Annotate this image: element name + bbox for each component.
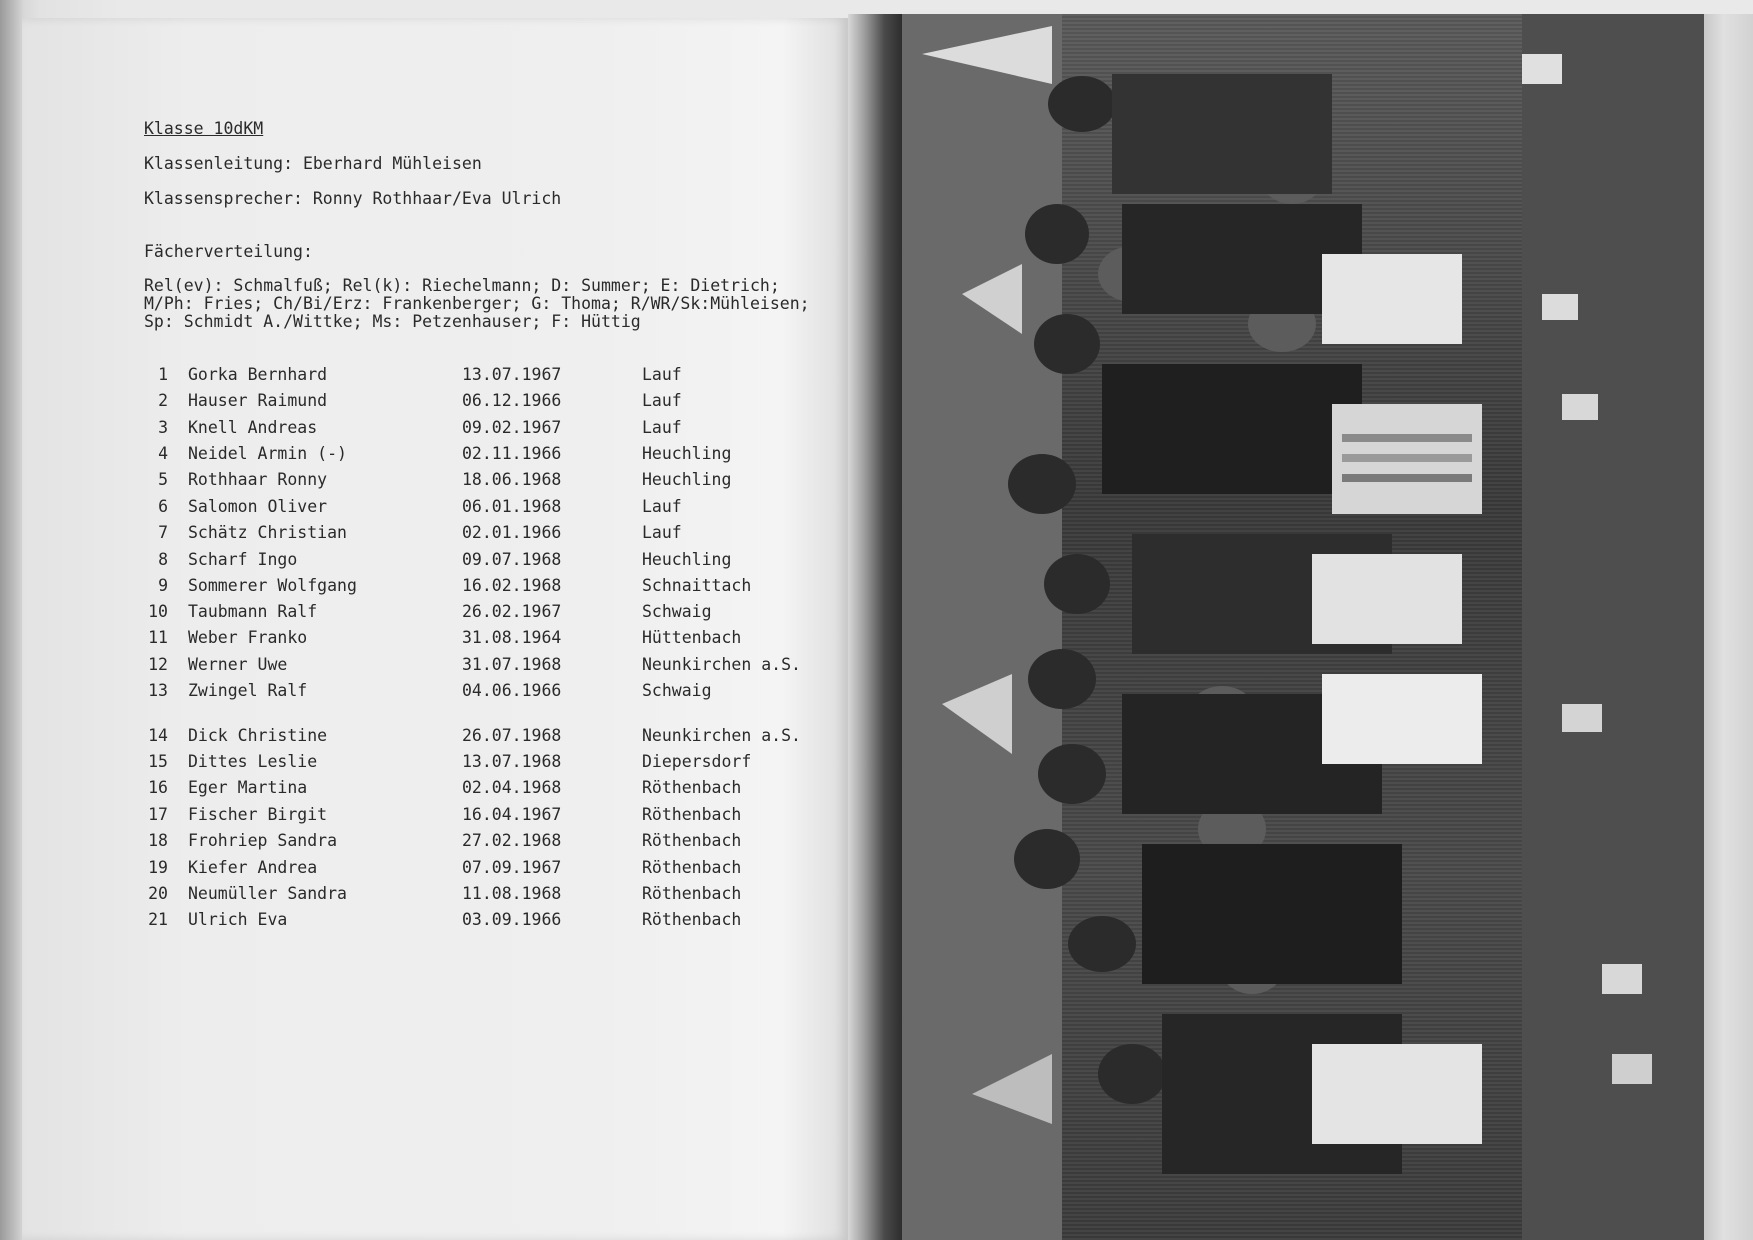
subject-line: Sp: Schmidt A./Wittke; Ms: Petzenhauser; F: Hüttig <box>144 312 641 331</box>
student-birthdate: 27.02.1968 <box>462 831 562 850</box>
student-number: 4 <box>158 444 168 463</box>
student-birthdate: 09.07.1968 <box>462 550 562 569</box>
student-number: 18 <box>148 831 168 850</box>
left-page <box>22 18 848 1240</box>
student-row <box>22 418 848 444</box>
student-hometown: Schwaig <box>642 602 712 621</box>
student-row <box>22 910 848 936</box>
class-title: Klasse 10dKM <box>144 119 264 138</box>
student-birthdate: 11.08.1968 <box>462 884 562 903</box>
student-birthdate: 26.07.1968 <box>462 726 562 745</box>
student-name: Ulrich Eva <box>188 910 288 929</box>
student-number: 7 <box>158 523 168 542</box>
student-birthdate: 07.09.1967 <box>462 858 562 877</box>
student-number: 6 <box>158 497 168 516</box>
student-row <box>22 884 848 910</box>
student-name: Weber Franko <box>188 628 308 647</box>
student-name: Taubmann Ralf <box>188 602 318 621</box>
student-hometown: Neunkirchen a.S. <box>642 726 801 745</box>
student-birthdate: 03.09.1966 <box>462 910 562 929</box>
subject-line: Rel(ev): Schmalfuß; Rel(k): Riechelmann; D: Summer; E: Dietrich; <box>144 276 780 295</box>
class-photo <box>902 14 1704 1240</box>
subject-line: M/Ph: Fries; Ch/Bi/Erz: Frankenberger; G: Thoma; R/WR/Sk:Mühleisen; <box>144 294 810 313</box>
student-hometown: Schnaittach <box>642 576 752 595</box>
student-name: Salomon Oliver <box>188 497 328 516</box>
class-photo-illustration <box>902 14 1704 1240</box>
student-row <box>22 391 848 417</box>
student-hometown: Neunkirchen a.S. <box>642 655 801 674</box>
student-name: Scharf Ingo <box>188 550 298 569</box>
student-row <box>22 523 848 549</box>
student-row <box>22 778 848 804</box>
student-row <box>22 858 848 884</box>
student-row <box>22 655 848 681</box>
student-number: 14 <box>148 726 168 745</box>
student-number: 17 <box>148 805 168 824</box>
student-row <box>22 576 848 602</box>
student-row <box>22 628 848 654</box>
page-edge <box>1704 14 1753 1240</box>
student-name: Rothhaar Ronny <box>188 470 328 489</box>
student-row <box>22 805 848 831</box>
student-number: 10 <box>148 602 168 621</box>
student-hometown: Röthenbach <box>642 884 742 903</box>
student-hometown: Schwaig <box>642 681 712 700</box>
student-row <box>22 752 848 778</box>
student-hometown: Diepersdorf <box>642 752 752 771</box>
class-speakers: Klassensprecher: Ronny Rothhaar/Eva Ulrich <box>144 189 562 208</box>
student-birthdate: 26.02.1967 <box>462 602 562 621</box>
student-row <box>22 602 848 628</box>
student-birthdate: 13.07.1967 <box>462 365 562 384</box>
student-row <box>22 365 848 391</box>
student-birthdate: 09.02.1967 <box>462 418 562 437</box>
student-number: 5 <box>158 470 168 489</box>
student-row <box>22 497 848 523</box>
student-birthdate: 13.07.1968 <box>462 752 562 771</box>
student-hometown: Lauf <box>642 523 682 542</box>
student-hometown: Röthenbach <box>642 910 742 929</box>
student-birthdate: 04.06.1966 <box>462 681 562 700</box>
student-hometown: Heuchling <box>642 550 732 569</box>
student-hometown: Lauf <box>642 365 682 384</box>
student-number: 13 <box>148 681 168 700</box>
student-number: 8 <box>158 550 168 569</box>
student-row <box>22 726 848 752</box>
student-number: 9 <box>158 576 168 595</box>
student-hometown: Hüttenbach <box>642 628 742 647</box>
student-hometown: Röthenbach <box>642 778 742 797</box>
student-hometown: Lauf <box>642 418 682 437</box>
student-hometown: Heuchling <box>642 470 732 489</box>
student-row <box>22 444 848 470</box>
student-number: 21 <box>148 910 168 929</box>
book-gutter <box>848 14 904 1240</box>
student-name: Knell Andreas <box>188 418 318 437</box>
student-name: Hauser Raimund <box>188 391 328 410</box>
student-number: 3 <box>158 418 168 437</box>
student-birthdate: 16.04.1967 <box>462 805 562 824</box>
student-number: 19 <box>148 858 168 877</box>
student-hometown: Lauf <box>642 497 682 516</box>
student-name: Neumüller Sandra <box>188 884 347 903</box>
student-name: Werner Uwe <box>188 655 288 674</box>
student-row <box>22 831 848 857</box>
student-name: Kiefer Andrea <box>188 858 318 877</box>
student-hometown: Lauf <box>642 391 682 410</box>
student-number: 16 <box>148 778 168 797</box>
student-name: Neidel Armin (-) <box>188 444 347 463</box>
student-name: Gorka Bernhard <box>188 365 328 384</box>
student-row <box>22 681 848 707</box>
student-hometown: Röthenbach <box>642 805 742 824</box>
student-birthdate: 31.07.1968 <box>462 655 562 674</box>
student-name: Eger Martina <box>188 778 308 797</box>
student-row <box>22 550 848 576</box>
student-name: Frohriep Sandra <box>188 831 338 850</box>
student-birthdate: 06.12.1966 <box>462 391 562 410</box>
student-number: 20 <box>148 884 168 903</box>
student-birthdate: 02.11.1966 <box>462 444 562 463</box>
student-birthdate: 02.01.1966 <box>462 523 562 542</box>
student-hometown: Heuchling <box>642 444 732 463</box>
student-birthdate: 18.06.1968 <box>462 470 562 489</box>
student-name: Sommerer Wolfgang <box>188 576 357 595</box>
subjects-heading: Fächerverteilung: <box>144 242 313 261</box>
class-teacher: Klassenleitung: Eberhard Mühleisen <box>144 154 482 173</box>
student-name: Fischer Birgit <box>188 805 328 824</box>
student-number: 1 <box>158 365 168 384</box>
student-birthdate: 31.08.1964 <box>462 628 562 647</box>
student-number: 11 <box>148 628 168 647</box>
student-number: 2 <box>158 391 168 410</box>
student-name: Dittes Leslie <box>188 752 318 771</box>
student-name: Zwingel Ralf <box>188 681 308 700</box>
student-hometown: Röthenbach <box>642 831 742 850</box>
student-number: 12 <box>148 655 168 674</box>
student-birthdate: 16.02.1968 <box>462 576 562 595</box>
student-name: Dick Christine <box>188 726 328 745</box>
student-birthdate: 06.01.1968 <box>462 497 562 516</box>
student-row <box>22 470 848 496</box>
student-name: Schätz Christian <box>188 523 347 542</box>
student-birthdate: 02.04.1968 <box>462 778 562 797</box>
student-number: 15 <box>148 752 168 771</box>
student-hometown: Röthenbach <box>642 858 742 877</box>
